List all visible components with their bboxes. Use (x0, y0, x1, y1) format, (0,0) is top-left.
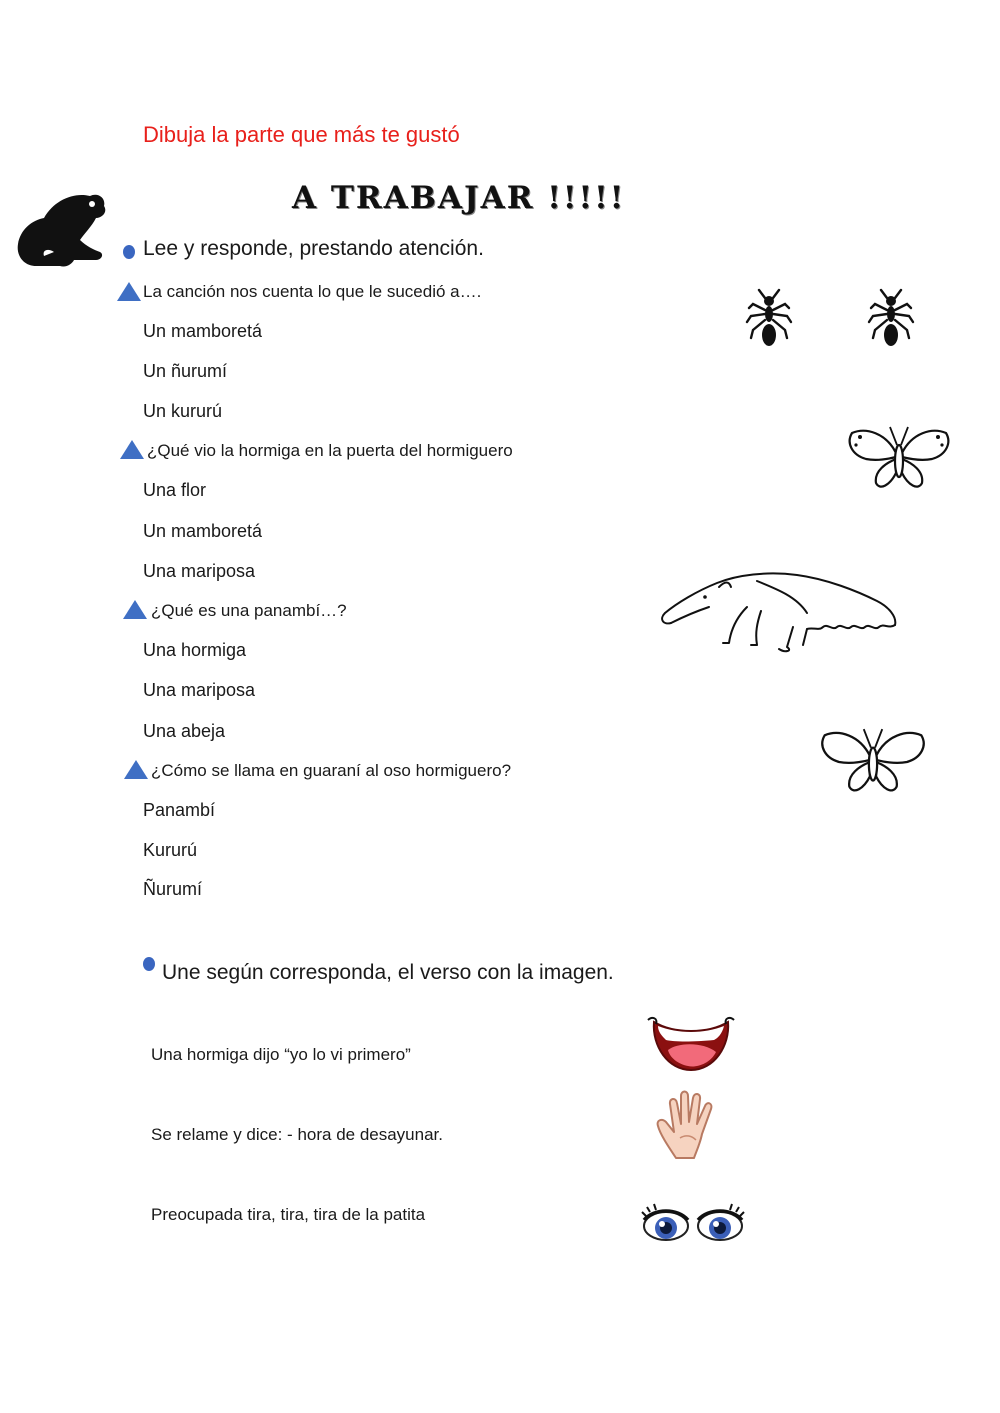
butterfly-icon (818, 725, 928, 799)
verse-3: Preocupada tira, tira, tira de la patita (151, 1205, 426, 1224)
q3-option-3: Una abeja (143, 721, 226, 741)
q2-option-2: Un mamboretá (143, 521, 263, 541)
anteater-icon (657, 567, 903, 657)
triangle-bullet-icon (124, 760, 148, 779)
verse-2: Se relame y dice: - hora de desayunar. (151, 1125, 443, 1144)
question-3: ¿Qué es una panambí…? (151, 601, 347, 620)
triangle-bullet-icon (120, 440, 144, 459)
triangle-bullet-icon (117, 282, 141, 301)
question-2: ¿Qué vio la hormiga en la puerta del hormiguero (147, 441, 513, 460)
q3-option-1: Una hormiga (143, 640, 247, 660)
question-4: ¿Cómo se llama en guaraní al oso hormiguero? (151, 761, 512, 780)
q1-option-2: Un ñurumí (143, 361, 228, 381)
eyes-icon (640, 1200, 746, 1244)
q1-option-3: Un kururú (143, 401, 223, 421)
q4-option-2: Kururú (143, 840, 198, 860)
q2-option-1: Una flor (143, 480, 207, 500)
q4-option-3: Ñurumí (143, 879, 203, 899)
bullet-dot-icon (123, 245, 135, 259)
q4-option-1: Panambí (143, 800, 216, 820)
q1-option-1: Un mamboretá (143, 321, 263, 341)
page-title: A TRABAJAR !!!!! (292, 180, 626, 216)
q3-option-2: Una mariposa (143, 680, 256, 700)
q2-option-3: Una mariposa (143, 561, 256, 581)
section1-instruction: Lee y responde, prestando atención. (143, 237, 484, 260)
bullet-dot-icon (143, 957, 155, 971)
question-1: La canción nos cuenta lo que le sucedió a…. (143, 282, 482, 301)
page-subtitle: Dibuja la parte que más te gustó (143, 122, 460, 147)
hand-icon (654, 1088, 730, 1162)
ant-icon (867, 288, 915, 350)
mouth-icon (644, 1012, 738, 1076)
triangle-bullet-icon (123, 600, 147, 619)
butterfly-icon (846, 423, 952, 495)
frog-silhouette-icon (14, 190, 108, 270)
ant-icon (745, 288, 793, 350)
verse-1: Una hormiga dijo “yo lo vi primero” (151, 1045, 411, 1064)
section2-instruction: Une según corresponda, el verso con la imagen. (162, 961, 614, 984)
